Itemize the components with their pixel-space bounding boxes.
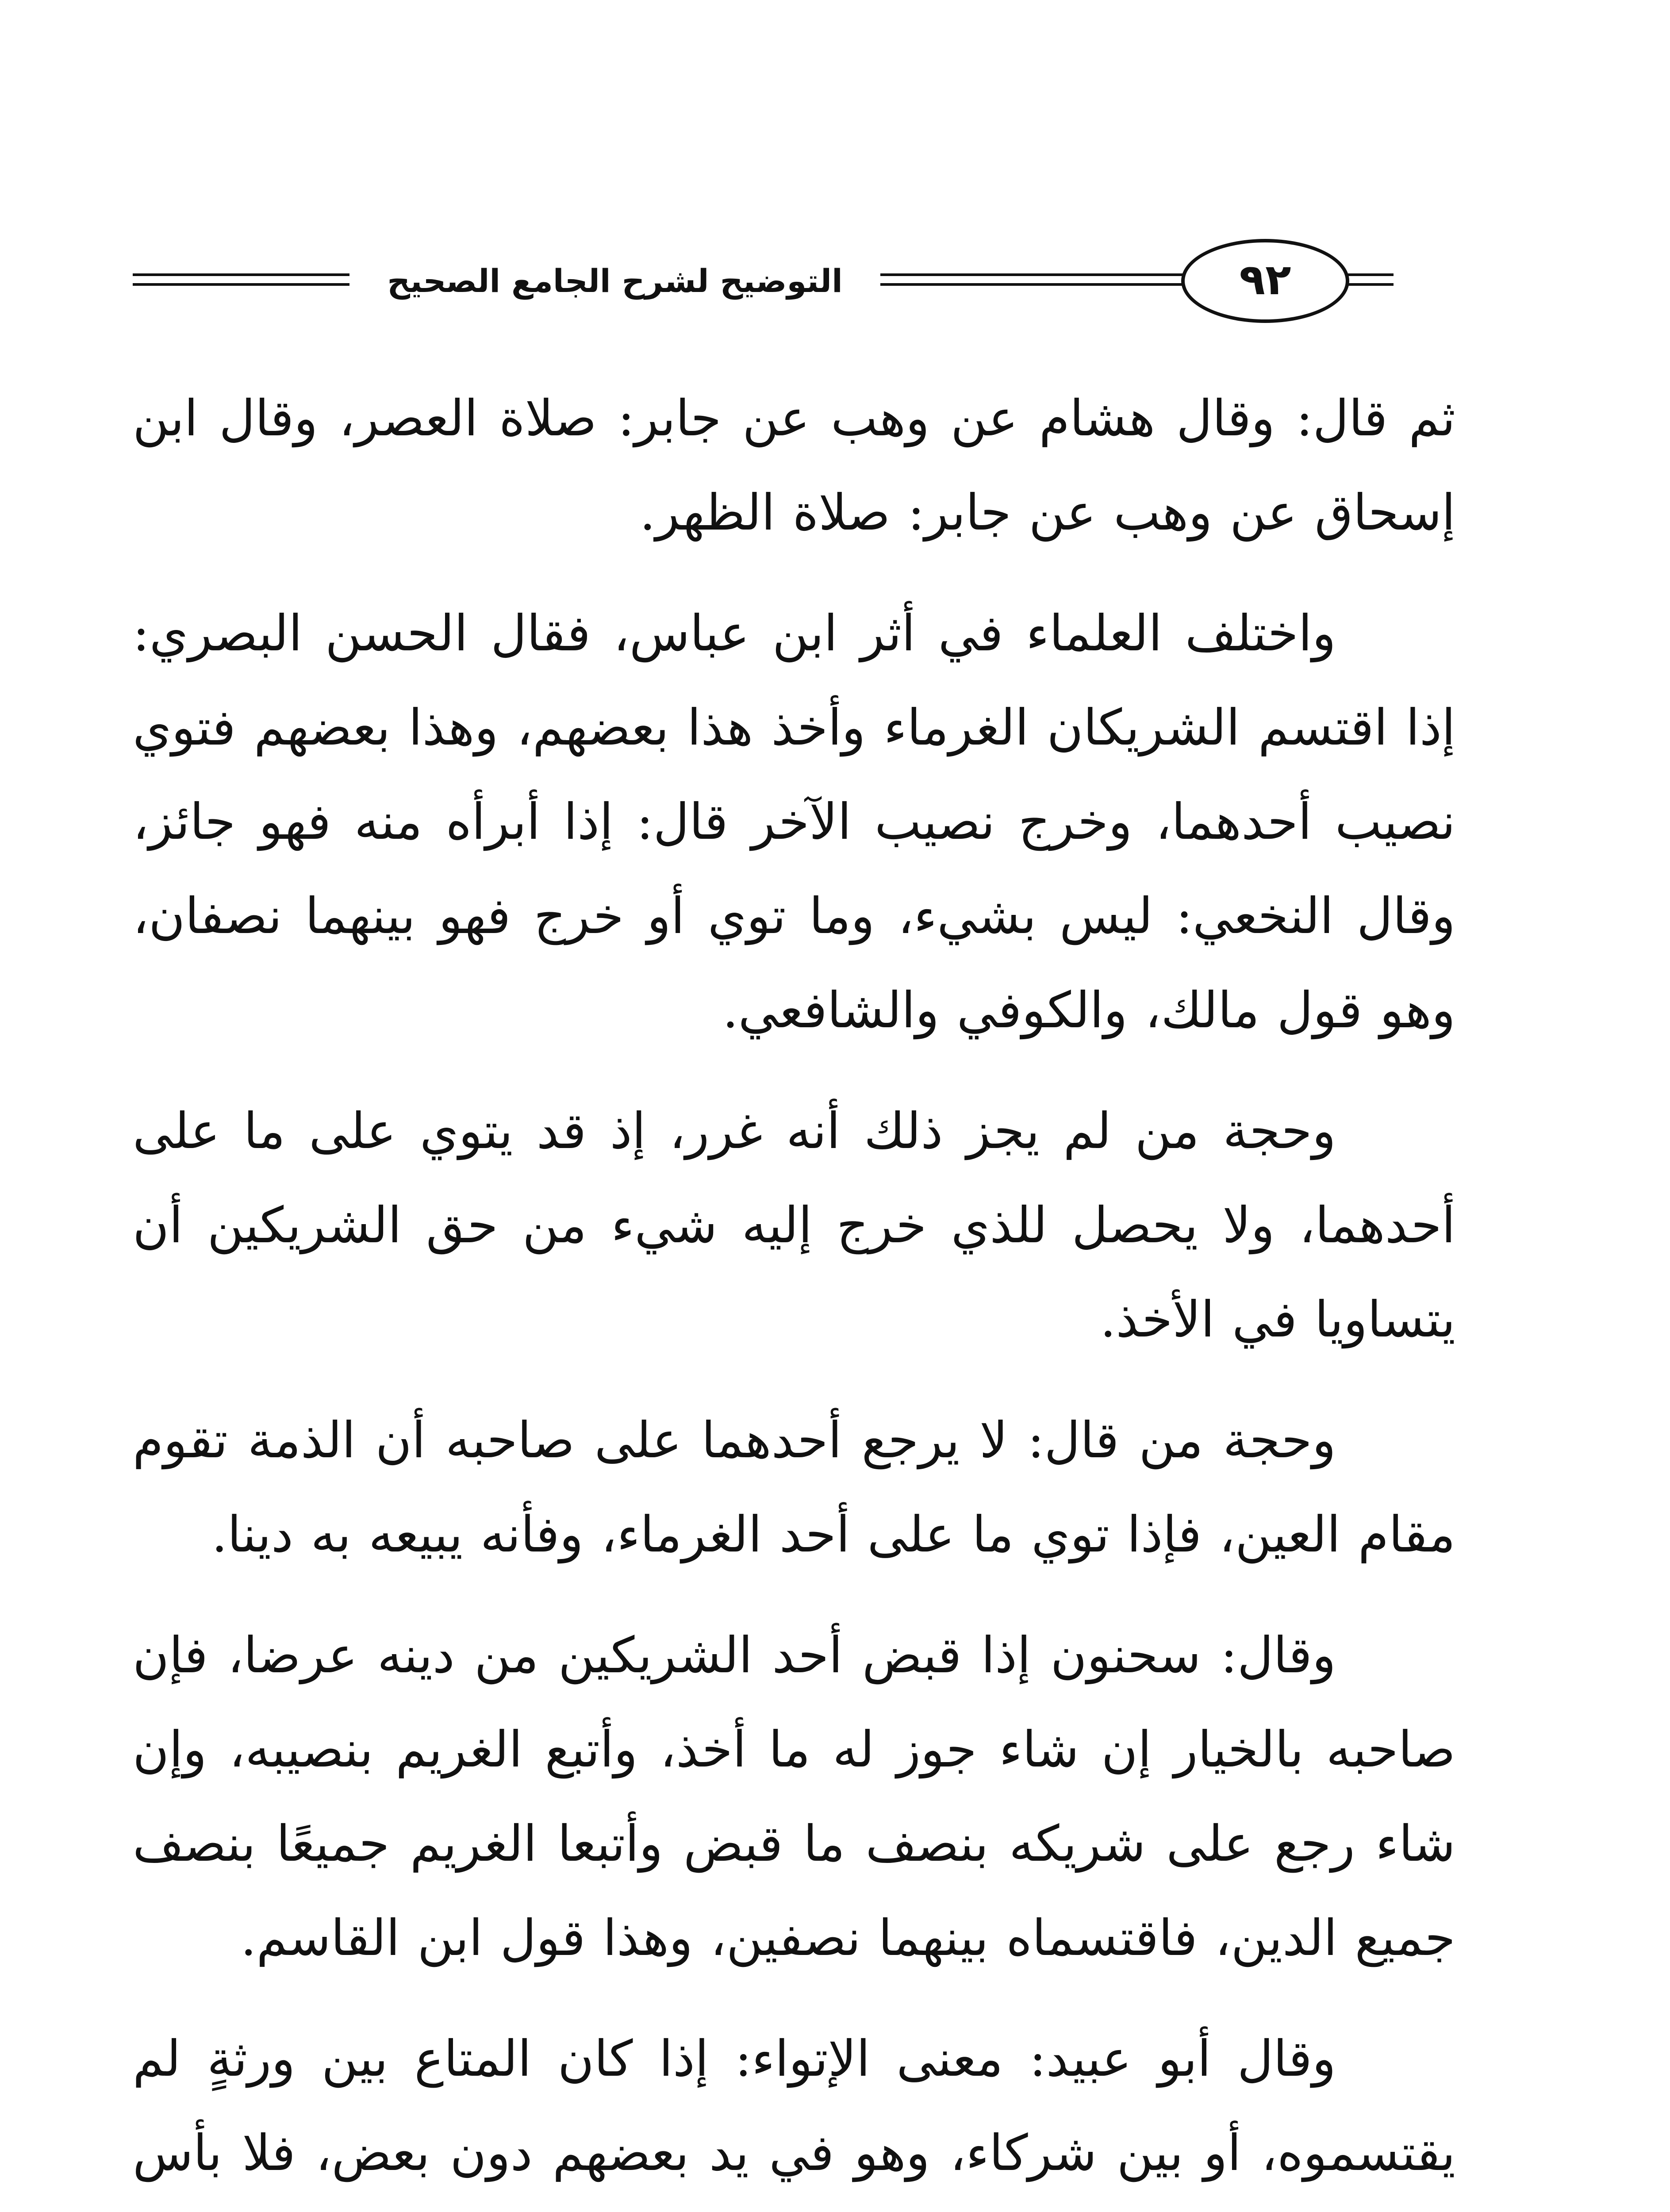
header-rule-middle-top: [880, 273, 1186, 276]
page-body: [133, 372, 1455, 2212]
paragraph: واختلف العلماء في أثر ابن عباس، فقال الحسن البصري: إذا اقتسم الشريكان الغرماء وأخذ هذا بعضهم، وهذا بعضهم فتوي نصيب أحدهما، وخرج نصيب الآخر قال: إذا أبرأه منه فهو جائز، وقال النخعي: ليس بشيء، وما توي أو خرج فهو بينهما نصفان، وهو قول مالك، والكوفي والشافعي.: [133, 605, 1455, 1039]
paragraph: وقال أبو عبيد: معنى الإتواء: إذا كان المتاع بين ورثةٍ لم يقتسموه، أو بين شركاء، وهو في يد بعضهم دون بعض، فلا بأس: [133, 2030, 1455, 2182]
header-rule-left-bottom: [133, 283, 349, 286]
running-header: [133, 239, 1460, 327]
page-number: ٩٢: [1239, 255, 1291, 304]
paragraph: وحجة من قال: لا يرجع أحدهما على صاحبه أن الذمة تقوم مقام العين، فإذا توي ما على أحد الغرماء، وفأنه يبيعه به دينا.: [133, 1412, 1455, 1563]
paragraph: ثم قال: وقال هشام عن وهب عن جابر: صلاة العصر، وقال ابن إسحاق عن وهب عن جابر: صلاة الظهر.: [133, 390, 1455, 541]
book-title: التوضيح لشرح الجامع الصحيح: [387, 262, 843, 300]
paragraph: وحجة من لم يجز ذلك أنه غرر، إذ قد يتوي على ما على أحدهما، ولا يحصل للذي خرج إليه شيء من حق الشريكين أن يتساويا في الأخذ.: [133, 1102, 1455, 1348]
paragraph: وقال: سحنون إذا قبض أحد الشريكين من دينه عرضا، فإن صاحبه بالخيار إن شاء جوز له ما أخذ، وأتبع الغريم بنصيبه، وإن شاء رجع على شريكه بنصف ما قبض وأتبعا الغريم جميعًا بنصف جميع الدين، فاقتسماه بينهما نصفين، وهذا قول ابن القاسم.: [133, 1627, 1455, 1967]
header-rule-right-top: [1345, 273, 1394, 276]
header-rule-middle-bottom: [880, 283, 1186, 286]
header-rule-left-top: [133, 273, 349, 276]
header-rule-right-bottom: [1345, 283, 1394, 286]
